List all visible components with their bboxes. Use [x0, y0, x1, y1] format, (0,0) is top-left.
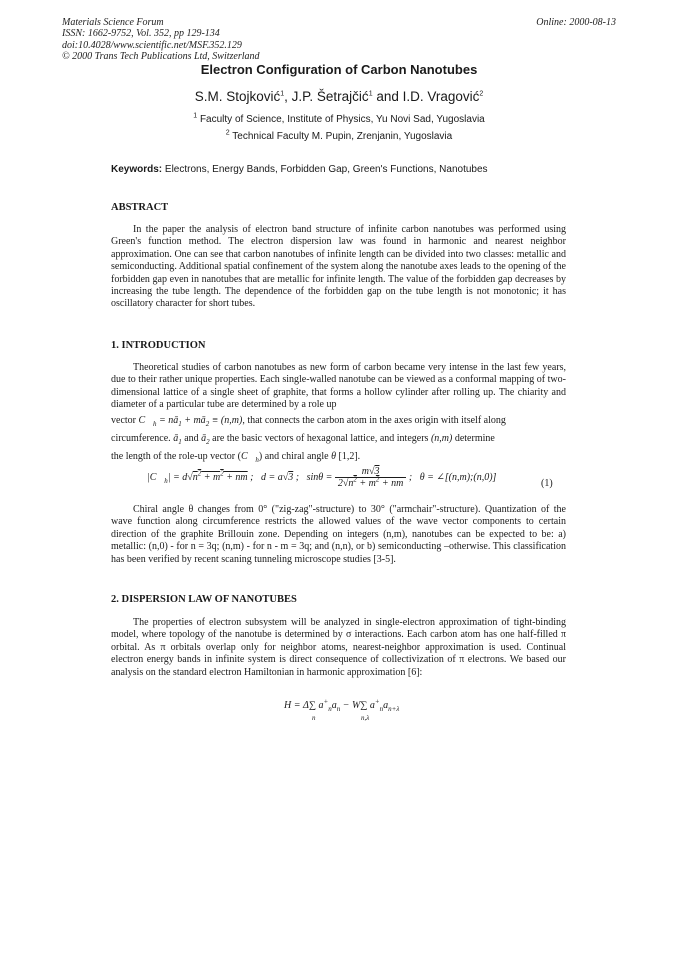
dispersion-text: The properties of electron subsystem will be analyzed in single-electron approximation of tight-binding model, where topology of the nanotube is determined by σ interactions. Each carbon atom has one half-filled π orbital. As π orbitals overlap only for neighbor atoms, nearest-neighbor approximation is used. Continual electron energy bands in infinite system is direct consequence of collectivization of π electrons. We based our analysis on the standard electron Hamiltonian in harmonic approximation [6]:: [111, 617, 566, 678]
author-name: I.D. Vragović: [402, 89, 480, 104]
keywords-label: Keywords:: [111, 164, 163, 175]
affiliation-mark: 2: [225, 129, 230, 137]
hamiltonian-equation: H = Δ∑ $a^+_na_n - W\sum$ $a^+_na_{n+\lambda}$: [284, 697, 400, 713]
rollup-vector-formula: $C⃗_h$ = $nā_1$ + $mā_2 \equiv (n,m)$: [138, 415, 243, 428]
affiliation-mark: 1: [193, 112, 198, 120]
online-date: Online: 2000-08-13: [536, 17, 616, 28]
affiliation: [0, 114, 678, 125]
rollup-vector-line: vector $C⃗_h$ = $nā_1$ + $mā_2 \equiv (n,m)$, that connects the carbon atom in the axes origin with itself along: [111, 415, 506, 428]
introduction-paragraph: [111, 362, 566, 412]
copyright-line: © 2000 Trans Tech Publications Ltd, Switzerland: [62, 50, 260, 62]
paper-title: Electron Configuration of Carbon Nanotubes: [200, 62, 478, 77]
chiral-text: Chiral angle θ changes from 0° ("zig-zag"-structure) to 30° ("armchair"-structure). Quantization of the wave function along circumference restricts the allowed values of the wave vector components to certain direction of the graphite Brillouin zone. Depending on integers (n,m), nanotubes can be expected to be: a) metallic: (n,0) - for n = 3q; (n,m) - for n - m = 3q; and (n,n), or b) semiconducting –otherwise. This classification has been verified by recent scaning tunneling microscope studies [3-5].: [111, 504, 566, 565]
author-affiliation-mark: 2: [479, 90, 484, 98]
equation-number: (1): [541, 478, 553, 489]
basis-vector-line: circumference. $ā_1$ and $ā_2$ are the basic vectors of hexagonal lattice, and integers (n,m) determine: [111, 433, 495, 446]
abstract-paragraph: [111, 224, 566, 311]
chiral-angle-line: the length of the role-up vector $(C⃗_h)$ and chiral angle θ [1,2].: [111, 451, 361, 464]
author-list: S.M. Stojković$^1$, J.P. Šetrajčić$^1$ and I.D. Vragović$^2$: [194, 89, 484, 104]
introduction-paragraph: [111, 504, 566, 566]
sum-index-n: n: [312, 714, 316, 722]
keywords-text: Electrons, Energy Bands, Forbidden Gap, Green's Functions, Nanotubes: [164, 164, 488, 175]
equation-1: $|C⃗_h| = d√n^2 + m^2$ + nm ; d = a√3 ; sinθ = $\frac{m√3}{2√n^2 + m^2 + nm}$ ; θ = ∠[(n,m);(n,0)]: [147, 466, 497, 489]
journal-name: Materials Science Forum: [62, 17, 164, 28]
affiliation: [0, 131, 678, 142]
dispersion-heading: 2. DISPERSION LAW OF NANOTUBES: [111, 594, 297, 605]
issn-line: ISSN: 1662-9752, Vol. 352, pp 129-134: [62, 28, 220, 40]
abstract-heading: ABSTRACT: [111, 202, 169, 213]
author-name: J.P. Šetrajčić: [291, 89, 369, 104]
introduction-heading: 1. INTRODUCTION: [111, 340, 206, 351]
affiliation-text: Technical Faculty M. Pupin, Zrenjanin, Yugoslavia: [232, 131, 453, 142]
basis-vector-a2: $ā_2$: [201, 433, 210, 446]
author-name: S.M. Stojković: [194, 89, 281, 104]
basis-vector-a1: $ā_1$: [173, 433, 182, 446]
author-affiliation-mark: 1: [368, 90, 373, 98]
sum-index-n-lambda: n,λ: [361, 714, 370, 722]
doi-line: doi:10.4028/www.scientific.net/MSF.352.129: [62, 39, 242, 51]
affiliation-text: Faculty of Science, Institute of Physics, Yu Novi Sad, Yugoslavia: [199, 114, 485, 125]
author-affiliation-mark: 1: [280, 90, 285, 98]
abstract-text: In the paper the analysis of electron band structure of infinite carbon nanotubes was performed using Green's function method. The electron dispersion law was found in harmonic and nearest neighbor approximation. One can see that carbon nanotubes of infinite length can be divided into two classes: metallic and semiconducting. Additional spatial confinement of the system along the nanotube axes leads to the opening of the forbidden gap even in nanotubes that are metallic for infinite length. The value of the forbidden gap decreases by increasing the tube length. The dependence of the forbidden gap on the tube length is not monotonic; it has oscillatory character for short tubes.: [111, 224, 566, 310]
keywords-line: [111, 164, 488, 175]
dispersion-paragraph: [111, 617, 566, 679]
journal-header: [62, 17, 260, 62]
intro-text: Theoretical studies of carbon nanotubes as new form of carbon became very intense in the last few years, due to their rather unique properties. Each single-walled nanotube can be viewed as a conformal mapping of two-dimensional lattice of a single sheet of graphite, that forms a hollow cylinder after rolling up. The chiarity and diameter of a particular tube are determined by a role up: [111, 362, 566, 411]
